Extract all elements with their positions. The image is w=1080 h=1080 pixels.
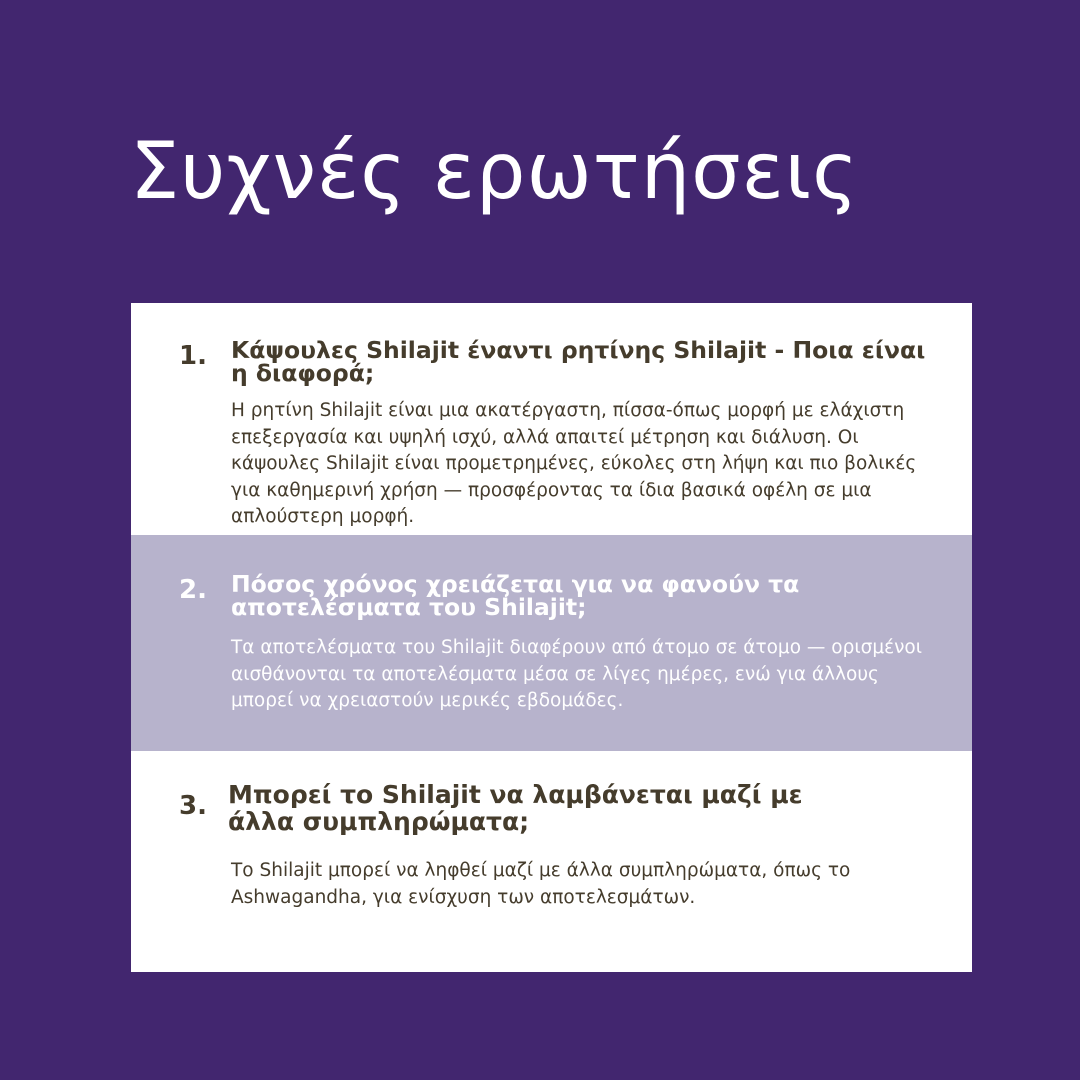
- faq-answer: Τα αποτελέσματα του Shilajit διαφέρουν από άτομο σε άτομο — ορισμένοι αισθάνονται τα αποτελέσματα μέσα σε λίγες ημέρες, ενώ για άλλους μπορεί να χρειαστούν μερικές εβδομάδες.: [231, 637, 923, 711]
- faq-answer: Το Shilajit μπορεί να ληφθεί μαζί με άλλα συμπληρώματα, όπως το Ashwagandha, για ενίσχυση των αποτελεσμάτων.: [231, 860, 851, 908]
- faq-question: Μπορεί το Shilajit να λαμβάνεται μαζί με άλλα συμπληρώματα;: [228, 780, 803, 836]
- faq-question: Κάψουλες Shilajit έναντι ρητίνης Shilajit - Ποια είναι η διαφορά;: [231, 336, 926, 387]
- faq-card: [131, 303, 972, 972]
- page-title: Συχνές ερωτήσεις: [130, 127, 859, 217]
- faq-item-2: [131, 535, 972, 751]
- faq-number: 2.: [179, 575, 207, 605]
- faq-answer: Η ρητίνη Shilajit είναι μια ακατέργαστη, πίσσα-όπως μορφή με ελάχιστη επεξεργασία και υψηλή ισχύ, αλλά απαιτεί μέτρηση και διάλυση. Οι κάψουλες Shilajit είναι προμετρημένες, εύκολες στη λήψη και πιο βολικές για καθημερινή χρήση — προσφέροντας τα ίδια βασικά οφέλη σε μια απλούστερη μορφή.: [231, 400, 917, 527]
- faq-question: Πόσος χρόνος χρειάζεται για να φανούν τα αποτελέσματα του Shilajit;: [231, 570, 800, 621]
- faq-item-3: [131, 751, 972, 972]
- faq-number: 1.: [179, 341, 207, 371]
- faq-item-1: [131, 303, 972, 535]
- faq-number: 3.: [179, 791, 207, 821]
